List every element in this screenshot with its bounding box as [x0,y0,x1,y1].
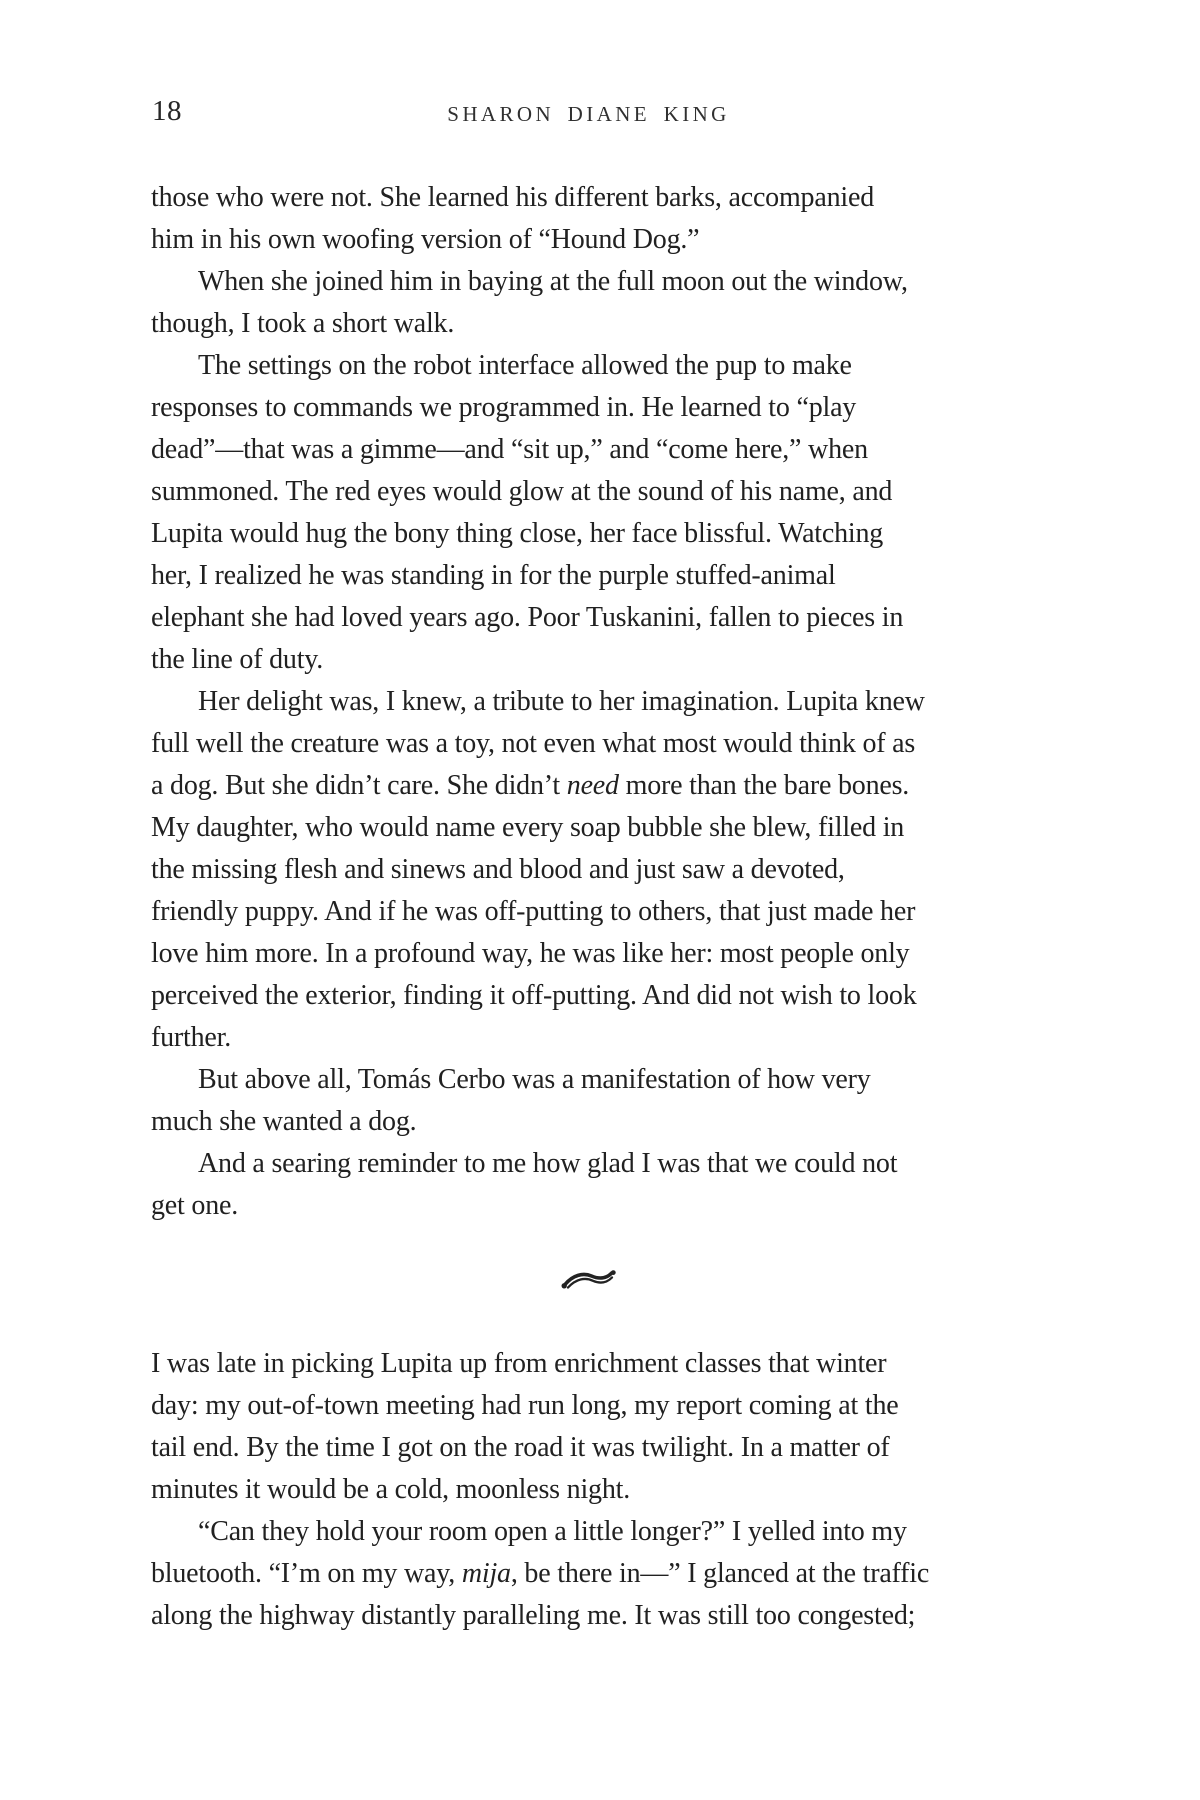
text-line: But above all, Tomás Cerbo was a manifestation of how very [198,1064,871,1095]
paragraph [151,1143,1026,1227]
text-line: Her delight was, I knew, a tribute to her imagination. Lupita knew [198,686,925,717]
text-line: her, I realized he was standing in for the purple stuffed-animal [151,560,836,591]
paragraph [151,177,1026,261]
text-line: When she joined him in baying at the full moon out the window, [198,266,908,297]
text-line: “Can they hold your room open a little longer?” I yelled into my [198,1516,907,1547]
section-divider [151,1227,1026,1343]
text-line: the missing flesh and sinews and blood and just saw a devoted, [151,854,845,885]
text-line: him in his own woofing version of “Hound Dog.” [151,224,700,255]
text-line: though, I took a short walk. [151,308,455,339]
text-line: And a searing reminder to me how glad I was that we could not [198,1148,898,1179]
text-line: a dog. But she didn’t care. She didn’t need more than the bare bones. [151,770,910,801]
text-line: get one. [151,1190,239,1221]
text-line: love him more. In a profound way, he was like her: most people only [151,938,910,969]
text-line: minutes it would be a cold, moonless night. [151,1474,631,1505]
text-line: full well the creature was a toy, not even what most would think of as [151,728,916,759]
running-header-title: SHARON DIANE KING [447,102,730,126]
text-line: bluetooth. “I’m on my way, mija, be there in—” I glanced at the traffic [151,1558,930,1589]
text-line: day: my out-of-town meeting had run long, my report coming at the [151,1390,899,1421]
running-head [151,94,1026,136]
paragraph [151,345,1026,681]
paragraph [151,1059,1026,1143]
text-line: dead”—that was a gimme—and “sit up,” and “come here,” when [151,434,868,465]
text-line: along the highway distantly paralleling me. It was still too congested; [151,1600,916,1631]
text-line: tail end. By the time I got on the road it was twilight. In a matter of [151,1432,890,1463]
paragraph [151,1511,1026,1637]
text-line: much she wanted a dog. [151,1106,417,1137]
text-line: the line of duty. [151,644,324,675]
text-line: summoned. The red eyes would glow at the sound of his name, and [151,476,893,507]
text-line: elephant she had loved years ago. Poor Tuskanini, fallen to pieces in [151,602,904,633]
text-line: I was late in picking Lupita up from enrichment classes that winter [151,1348,887,1379]
text-line: further. [151,1022,232,1053]
text-line: perceived the exterior, finding it off-putting. And did not wish to look [151,980,917,1011]
paragraph [151,681,1026,1059]
text-line: Lupita would hug the bony thing close, her face blissful. Watching [151,518,884,549]
page-number: 18 [152,95,182,127]
text-line: friendly puppy. And if he was off-putting to others, that just made her [151,896,916,927]
text-line: responses to commands we programmed in. He learned to “play [151,392,857,423]
text-line: The settings on the robot interface allowed the pup to make [198,350,852,381]
text-line: those who were not. She learned his different barks, accompanied [151,182,874,213]
swash-tilde-ornament-icon [558,1266,620,1290]
text-line: My daughter, who would name every soap bubble she blew, filled in [151,812,905,843]
paragraph [151,1343,1026,1511]
paragraph [151,261,1026,345]
body-text [151,177,1026,1637]
